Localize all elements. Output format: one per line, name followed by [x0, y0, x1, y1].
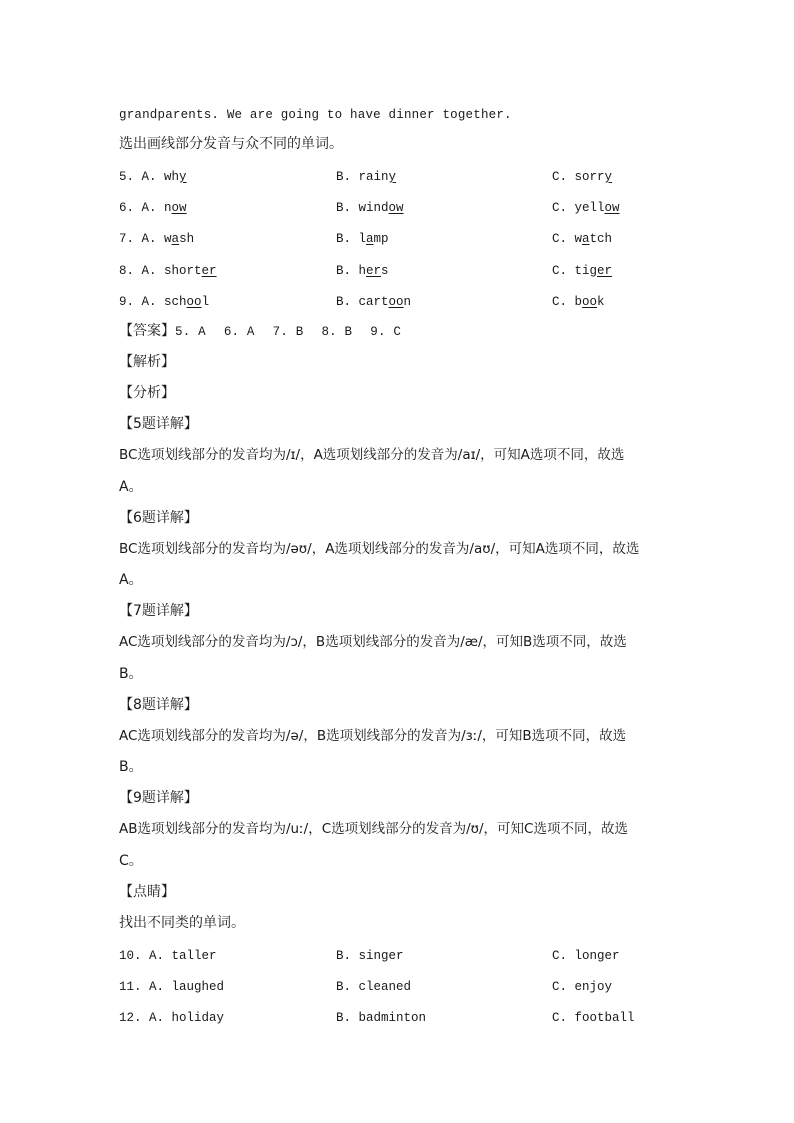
intro-line: grandparents. We are going to have dinner together. [119, 108, 512, 122]
question-row [119, 168, 679, 186]
detail-text-end: C。 [119, 853, 143, 869]
detail-text: AC选项划线部分的发音均为/ə/，B选项划线部分的发音为/ɜː/，可知B选项不同，故选 [119, 728, 627, 744]
option-b: B. hers [336, 264, 389, 278]
option-b: B. lamp [336, 232, 389, 246]
option-a: 8. A. shorter [119, 264, 217, 278]
detail-title: 【6题详解】 [119, 510, 198, 526]
detail-text: BC选项划线部分的发音均为/əʊ/，A选项划线部分的发音为/aʊ/，可知A选项不同，故选 [119, 541, 640, 557]
question-row [119, 230, 679, 248]
option-c: C. watch [552, 232, 613, 246]
analysis-heading: 【解析】 [119, 354, 175, 370]
dianjing-heading: 【点睛】 [119, 884, 175, 900]
detail-title: 【9题详解】 [119, 790, 198, 806]
option-c: C. sorry [552, 170, 613, 184]
option-b: B. singer [336, 949, 404, 963]
option-a: 6. A. now [119, 201, 187, 215]
option-c: C. longer [552, 949, 620, 963]
question-row [119, 199, 679, 217]
detail-text-end: B。 [119, 666, 143, 682]
option-c: C. book [552, 295, 605, 309]
option-b: B. cleaned [336, 980, 412, 994]
detail-text: AC选项划线部分的发音均为/ɔ/，B选项划线部分的发音为/æ/，可知B选项不同，故选 [119, 634, 627, 650]
option-c: C. yellow [552, 201, 620, 215]
detail-title: 【5题详解】 [119, 416, 198, 432]
option-a: 10. A. taller [119, 949, 217, 963]
detail-title: 【7题详解】 [119, 603, 198, 619]
answer-line: 【答案】5. A 6. A 7. B 8. B 9. C [119, 323, 402, 339]
section2-instruction: 找出不同类的单词。 [119, 915, 245, 931]
option-a: 9. A. school [119, 295, 210, 309]
question-row [119, 293, 679, 311]
option-b: B. rainy [336, 170, 397, 184]
option-a: 11. A. laughed [119, 980, 225, 994]
detail-text-end: A。 [119, 572, 143, 588]
option-c: C. tiger [552, 264, 613, 278]
question-row [119, 262, 679, 280]
detail-text-end: B。 [119, 759, 143, 775]
section1-instruction: 选出画线部分发音与众不同的单词。 [119, 136, 343, 152]
option-c: C. enjoy [552, 980, 613, 994]
option-b: B. cartoon [336, 295, 412, 309]
option-a: 7. A. wash [119, 232, 195, 246]
option-c: C. football [552, 1011, 635, 1025]
detail-text: AB选项划线部分的发音均为/uː/，C选项划线部分的发音为/ʊ/，可知C选项不同，故选 [119, 821, 628, 837]
question-row [119, 1009, 679, 1027]
option-a: 5. A. why [119, 170, 187, 184]
option-a: 12. A. holiday [119, 1011, 225, 1025]
option-b: B. window [336, 201, 404, 215]
detail-text-end: A。 [119, 479, 143, 495]
detail-title: 【8题详解】 [119, 697, 198, 713]
fenxi-heading: 【分析】 [119, 385, 175, 401]
detail-text: BC选项划线部分的发音均为/ɪ/，A选项划线部分的发音为/aɪ/，可知A选项不同，故选 [119, 447, 625, 463]
question-row [119, 978, 679, 996]
option-b: B. badminton [336, 1011, 427, 1025]
question-row [119, 947, 679, 965]
